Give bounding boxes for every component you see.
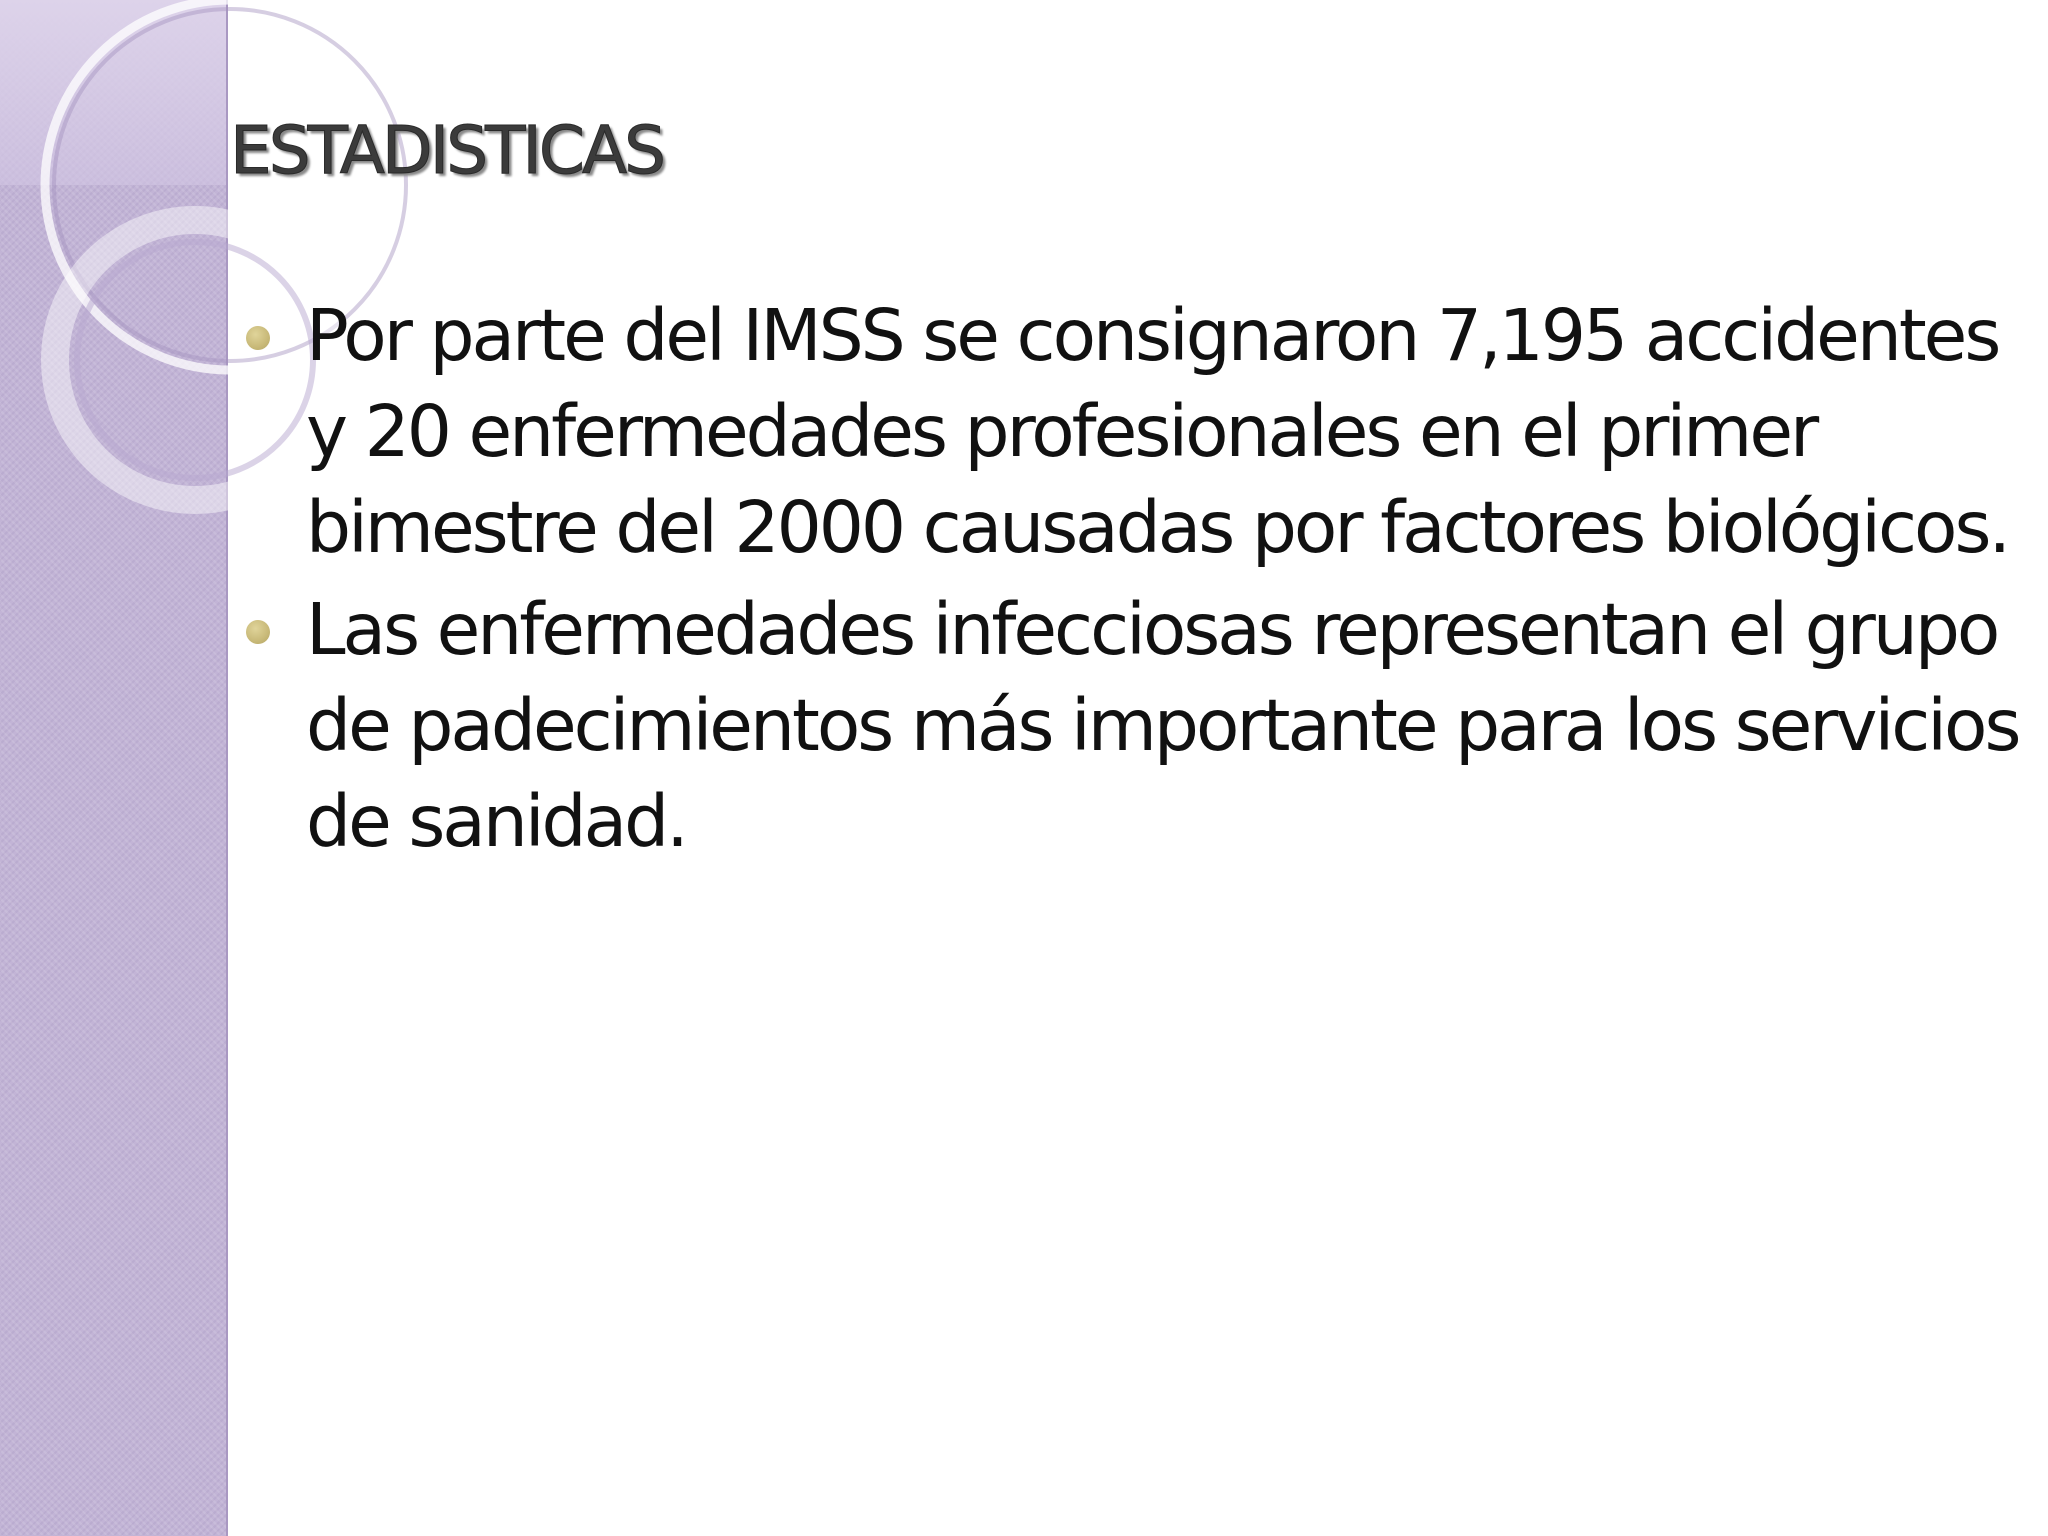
bullet-item (240, 288, 2020, 576)
bullet-dot-icon (246, 620, 270, 644)
bullet-text: Por parte del IMSS se consignaron 7,195 accidentes y 20 enfermedades profesionales en el primer bimestre del 2000 causadas por factores biológicos. (306, 294, 2009, 569)
slide-title: ESTADISTICAS (230, 112, 664, 189)
bullet-list (240, 288, 2020, 876)
bullet-text: Las enfermedades infecciosas representan el grupo de padecimientos más importante para los servicios de sanidad. (306, 588, 2019, 863)
bullet-item (240, 582, 2020, 870)
bullet-dot-icon (246, 326, 270, 350)
